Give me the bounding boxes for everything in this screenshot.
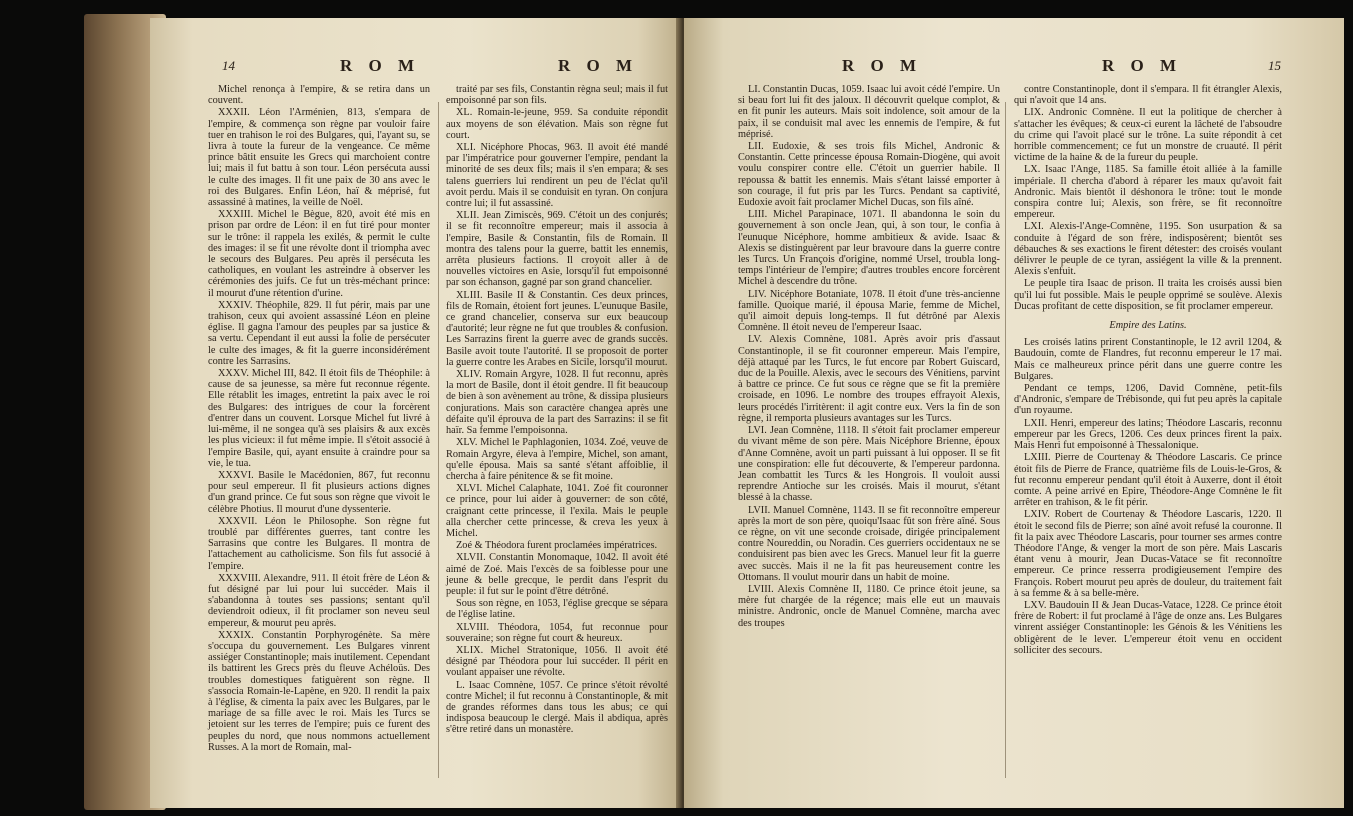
- paragraph: Le peuple tira Isaac de prison. Il traita les croisés aussi bien qu'il lui fut possible. Mais le peuple opprimé se soulève. Alexis Ducas profitant de cette disposition, se fit proclamer empereur.: [1014, 278, 1282, 312]
- paragraph: XLIII. Basile II & Constantin. Ces deux princes, fils de Romain, étoient fort jeunes. L'eunuque Basile, ce grand chancelier, conserva sur eux beaucoup d'autorité; leur règne ne fut que troubles & confusion. Les Sarrazins firent la guerre avec de grands succès. Basile avoit toute l'autorité. Il se proposoit de porter la guerre contre les Arabes en Sicile, lorsqu'il mourut.: [446, 289, 668, 368]
- text-column-left-page-1: [208, 84, 430, 754]
- paragraph: LIII. Michel Parapinace, 1071. Il abandonna le soin du gouvernement à son oncle Jean, qui, à son tour, le confia à l'eunuque Nicéphore, homme ambitieux & avide. Isaac & Alexis se distinguèrent par leur bravoure dans la guerre contre les Turcs. Un François d'origine, nommé Ursel, troubla long-temps l'intérieur de l'empire; d'autres troubles encore forcèrent Michel à descendre du trône.: [738, 209, 1000, 288]
- paragraph: LX. Isaac l'Ange, 1185. Sa famille étoit alliée à la famille impériale. Il chercha d'abord à réparer les maux qu'avoit fait Andronic. Mais bientôt il déshonora le trône: tout le monde conspira contre lui; Alexis, son frère, se fit reconnoître empereur.: [1014, 164, 1282, 221]
- right-page: [684, 18, 1344, 808]
- column-rule: [1005, 102, 1006, 778]
- paragraph: XLVII. Constantin Monomaque, 1042. Il avoit été aimé de Zoé. Mais l'excès de sa foiblesse pour une jeune & belle grecque, le perdit dans l'esprit du peuple: il fut sur le point d'être détrôné.: [446, 552, 668, 597]
- paragraph: XLVIII. Théodora, 1054, fut reconnue pour souveraine; son règne fut court & heureux.: [446, 621, 668, 644]
- paragraph: XXXIV. Théophile, 829. Il fut périr, mais par une trahison, ceux qui avoient assassiné Léon en pleine église. Il gagna l'amour des peuples par sa justice & sa vertu. Cependant il eut aussi la folie de persécuter le culte des images, & fit la guerre inconsidérément contre les Sarrasins.: [208, 299, 430, 367]
- paragraph: XXXVIII. Alexandre, 911. Il étoit frère de Léon & fut désigné par lui pour lui succéder. Mais il s'abandonna à toutes ses passions; sentant qu'il deviendroit odieux, il fit proclamer son neveu seul empereur, & mourut peu après.: [208, 572, 430, 629]
- paragraph: LII. Eudoxie, & ses trois fils Michel, Andronic & Constantin. Cette princesse épousa Romain-Diogène, qui avoit voulu conspirer contre elle. C'étoit un guerrier habile. Il repoussa & battit les ennemis. Mais s'étant laissé emporter à son courage, il fut pris par les Turcs. Pendant sa captivité, Eudoxie avoit fait proclamer Michel Ducas, son fils aîné.: [738, 141, 1000, 209]
- paragraph: XXXIX. Constantin Porphyrogénète. Sa mère s'occupa du gouvernement. Les Bulgares vinrent assiéger Constantinople; mais inutilement. Cependant ils battirent les Grecs près du fleuve Achéloüs. Des troubles domestiques fatiguèrent son règne. Il s'associa Romain-le-Lapène, en 920. Il rendit la paix à l'église, & cimenta la paix avec les Bulgares, par le mariage de sa fille avec le roi. Mais les Turcs se jetoient sur les terres de l'empire; puis ce furent des peuples du nord, que nous nommons actuellement Russes. A la mort de Romain, mal-: [208, 629, 430, 753]
- paragraph: Pendant ce temps, 1206, David Comnène, petit-fils d'Andronic, s'empare de Trébisonde, qui fut peu après la capitale d'un royaume.: [1014, 383, 1282, 417]
- paragraph: XXXII. Léon l'Arménien, 813, s'empara de l'empire, & commença son règne par vouloir faire tuer en trahison le roi des Bulgares, qui, l'ayant su, se livra à toute la fureur de la vengeance. Ce même prince bâtit ensuite les Grecs qui marchoient contre lui; mais il fut battu à son tour. Léon persécuta aussi le culte des images. Il fit une paix de 30 ans avec le roi des Bulgares. Enfin Léon, haï & méprisé, fut assassiné à matines, la veille de Noël.: [208, 107, 430, 209]
- paragraph: LXII. Henri, empereur des latins; Théodore Lascaris, reconnu empereur par les Grecs, 1206. Ces deux princes firent la paix. Mais Henri fut empoisonné à Thessalonique.: [1014, 417, 1282, 452]
- column-rule: [438, 102, 439, 778]
- text-column-left-page-2: [446, 84, 668, 737]
- paragraph: L. Isaac Comnène, 1057. Ce prince s'étoit révolté contre Michel; il fut reconnu à Constantinople, & mit de grandes réformes dans tous les abus; ce qui indisposa beaucoup le clergé. Mais il abdiqua, après s'être retiré dans un monastère.: [446, 679, 668, 736]
- paragraph: Les croisés latins prirent Constantinople, le 12 avril 1204, & Baudouin, comte de Flandres, fut reconnu empereur le 17 mai. Mais ce malheureux prince périt dans une guerre contre les Bulgares.: [1014, 337, 1282, 382]
- section-heading: Empire des Latins.: [1109, 320, 1187, 332]
- paragraph: XLIV. Romain Argyre, 1028. Il fut reconnu, après la mort de Basile, dont il étoit gendre. Il fit beaucoup de bien à son avènement au trône, & dissipa plusieurs conjurations. Mais son caractère changea après une défaite qu'il éprouva de la part des Sarrazins: il se fit haïr. Sa femme l'empoisonna.: [446, 369, 668, 437]
- paragraph: XLIX. Michel Stratonique, 1056. Il avoit été désigné par Théodora pour lui succéder. Il périt en voulant appaiser une révolte.: [446, 644, 668, 679]
- running-head-left-col: R O M: [340, 56, 421, 75]
- paragraph: LIX. Andronic Comnène. Il eut la politique de chercher à s'attacher les évêques; & ceux-ci eurent la lâcheté de l'absoudre du crime qui l'avoit placé sur le trône. La suite répondit à cet horrible commencement; ce fut un monstre de cruauté. Il périt victime de la haine & de la fureur du peuple.: [1014, 107, 1282, 164]
- page-number-right: 15: [1268, 58, 1281, 73]
- text-column-right-page-1: [738, 84, 1000, 630]
- paragraph: LV. Alexis Comnène, 1081. Après avoir pris d'assaut Constantinople, il se fit couronner empereur. Mais l'empire, déjà attaqué par les Turcs, le fut encore par Robert Guiscard, duc de la Pouille. Alexis, avec le secours des Vénitiens, parvint à battre ce prince. Ce fut sous ce règne que se fit la première croisade, en 1096. Le nombre des troupes effrayoit Alexis, leurs procédés l'irritèrent: il agit contre eux. Vers la fin de son règne, il remporta plusieurs avantages sur les Turcs.: [738, 334, 1000, 424]
- paragraph: XXXVII. Léon le Philosophe. Son règne fut troublé par différentes guerres, tant contre les Sarrasins que contre les Bulgares. Il montra de l'attachement au catholicisme. Son fils fut associé à l'empire.: [208, 515, 430, 572]
- paragraph: XLVI. Michel Calaphate, 1041. Zoé fit couronner ce prince, pour lui aider à gouverner: de son côté, craignant cette princesse, il l'exila. Mais le peuple alla chercher cette princesse, & creva les yeux à Michel.: [446, 483, 668, 539]
- paragraph: LXIV. Robert de Courtenay & Théodore Lascaris, 1220. Il étoit le second fils de Pierre; son aîné avoit refusé la couronne. Il fit la paix avec Théodore Lascaris, pour tourner ses armes contre Théodore l'Ange, & venger la mort de son père. Mais Lascaris étant venu à mourir, Jean Ducas-Vatace se fit reconnoître empereur. Ce prince resserra prodigieusement l'empire des François. Robert mourut peu après de douleur, du traitement fait à sa femme & à sa belle-mère.: [1014, 509, 1282, 599]
- paragraph: contre Constantinople, dont il s'empara. Il fit étrangler Alexis, qui n'avoit que 14 ans.: [1014, 84, 1282, 107]
- running-head-right-col: R O M: [1102, 56, 1183, 75]
- paragraph: LVI. Jean Comnène, 1118. Il s'étoit fait proclamer empereur du vivant même de son père. Mais Nicéphore Brienne, époux d'Anne Comnène, avoit un parti puissant à lui opposer. Il se fit une conspiration: elle fut découverte, & l'empereur pardonna. Jean combattit les Turcs & les Hongrois. Il vouloit aussi reprendre Antioche sur les croisés. Mais il mourut, s'étant blessé à la chasse.: [738, 425, 1000, 504]
- left-page: [150, 18, 680, 808]
- paragraph: XLI. Nicéphore Phocas, 963. Il avoit été mandé par l'impératrice pour gouverner l'empire, pendant la minorité de ses deux fils; mais il s'en empara; & ses talens guerriers lui rendirent un peu de l'éclat qu'il avoit perdu. Mais il se conduisit en tyran. On conjura contre lui; il fut assassiné.: [446, 142, 668, 210]
- running-head-left-col: R O M: [842, 56, 923, 75]
- paragraph: LXIII. Pierre de Courtenay & Théodore Lascaris. Ce prince étoit fils de Pierre de France, quatrième fils de Louis-le-Gros, & fut reconnu empereur pendant qu'il étoit à Auxerre, dont il étoit comte. A peine arrivé en Epire, Théodore-Ange Comnène le fit arrêter en trahison, & le fit périr.: [1014, 452, 1282, 509]
- paragraph: traité par ses fils, Constantin règna seul; mais il fut empoisonné par son fils.: [446, 84, 668, 107]
- paragraph: LVIII. Alexis Comnène II, 1180. Ce prince étoit jeune, sa mère fut chargée de la régence; mais elle eut un mauvais ministre. Andronic, oncle de Manuel Comnène, marcha avec des troupes: [738, 583, 1000, 629]
- running-head-right-col: R O M: [558, 56, 639, 75]
- paragraph: XXXV. Michel III, 842. Il étoit fils de Théophile: à cause de sa jeunesse, sa mère fut reconnue régente. Elle rétablit les images, entretint la paix avec le roi des Bulgares: des intrigues de cour la forcèrent d'entrer dans un couvent. Lorsque Michel fut livré à lui-même, il ne songea qu'à ses plaisirs & aux excès les plus vicieux: il fut même impie. Il s'étoit associé à l'empire Basile, qui, ayant ensuite à craindre pour sa vie, le tua.: [208, 368, 430, 469]
- paragraph: LXI. Alexis-l'Ange-Comnène, 1195. Son usurpation & sa conduite à l'égard de son frère, indisposèrent; bientôt ses débauches & ses exactions le firent détester: des croisés voulant délivrer le peuple de ce tyran, assiégent la ville & la prennent. Alexis s'enfuit.: [1014, 221, 1282, 278]
- text-column-right-page-2: [1014, 84, 1282, 657]
- paragraph: LI. Constantin Ducas, 1059. Isaac lui avoit cédé l'empire. Un si beau fort lui fit des jaloux. Il découvrit quelque complot, & en fit punir les auteurs. Mais soit indolence, soit amour de la paix, il se conduisit mal avec les ennemis de l'empire, & fut méprisé.: [738, 84, 1000, 140]
- paragraph: XL. Romain-le-jeune, 959. Sa conduite répondit aux moyens de son élévation. Mais son règne fut court.: [446, 107, 668, 141]
- paragraph: LIV. Nicéphore Botaniate, 1078. Il étoit d'une très-ancienne famille. Quoique marié, il épousa Marie, femme de Michel, qu'il aimoit depuis long-temps. Il fut détrôné par Alexis Comnène. Il étoit neveu de l'empereur Isaac.: [738, 288, 1000, 334]
- paragraph: XLII. Jean Zimiscès, 969. C'étoit un des conjurés; il se fit reconnoître empereur; mais il associa à l'empire, Basile & Constantin, fils de Romain. Il montra des talens pour la guerre, battit les ennemis, arrêta plusieurs factions. Il croyoit aller à de nouvelles victoires en Asie, lorsqu'il fut empoisonné par son échanson, gagné par son grand chancelier.: [446, 210, 668, 289]
- paragraph: XXXVI. Basile le Macédonien, 867, fut reconnu pour seul empereur. Il fit plusieurs actions dignes d'un grand prince. Ce fut sous son règne que vivoit le célèbre Photius. Il mourut d'une dyssenterie.: [208, 469, 430, 515]
- paragraph: XLV. Michel le Paphlagonien, 1034. Zoé, veuve de Romain Argyre, éleva à l'empire, Michel, son amant, qu'elle épousa. Mais sa santé s'étant affoiblie, il chercha à faire pénitence & se fit moine.: [446, 437, 668, 482]
- page-number-left: 14: [222, 58, 235, 73]
- paragraph: Zoé & Théodora furent proclamées impératrices.: [456, 540, 658, 552]
- paragraph: LXV. Baudouin II & Jean Ducas-Vatace, 1228. Ce prince étoit frère de Robert: il fut proclamé à l'âge de onze ans. Les Bulgares vinrent assiéger Constantinople: les Génois & les Vénitiens les obligèrent de le lever. L'empereur étoit venu en occident solliciter des secours.: [1014, 599, 1282, 656]
- paragraph: XXXIII. Michel le Bègue, 820, avoit été mis en prison par ordre de Léon: il en fut tiré pour monter sur le trône: il rappela les exilés, & permit le culte des images: il se fit une révolte dont il triompha avec le secours des Bulgares. Peu après il persécuta les catholiques, en voulant les astreindre à observer les cérémonies des juifs. Ce fut un très-méchant prince: il mourut d'une rétention d'urine.: [208, 209, 430, 299]
- paragraph: Sous son règne, en 1053, l'église grecque se sépara de l'église latine.: [446, 598, 668, 621]
- paragraph: Michel renonça à l'empire, & se retira dans un couvent.: [208, 84, 430, 107]
- paragraph: LVII. Manuel Comnène, 1143. Il se fit reconnoître empereur après la mort de son père, quoiqu'Isaac fût son frère aîné. Sous ce règne, on vit une seconde croisade, dirigée principalement contre Noureddin, ou Noradin. Ces guerriers occidentaux ne se conduisirent pas bien avec les Grecs. Manuel leur fit la guerre avec succès. Mais il ne la fit pas heureusement contre les Ottomans. Il voulut mourir dans un habit de moine.: [738, 504, 1000, 583]
